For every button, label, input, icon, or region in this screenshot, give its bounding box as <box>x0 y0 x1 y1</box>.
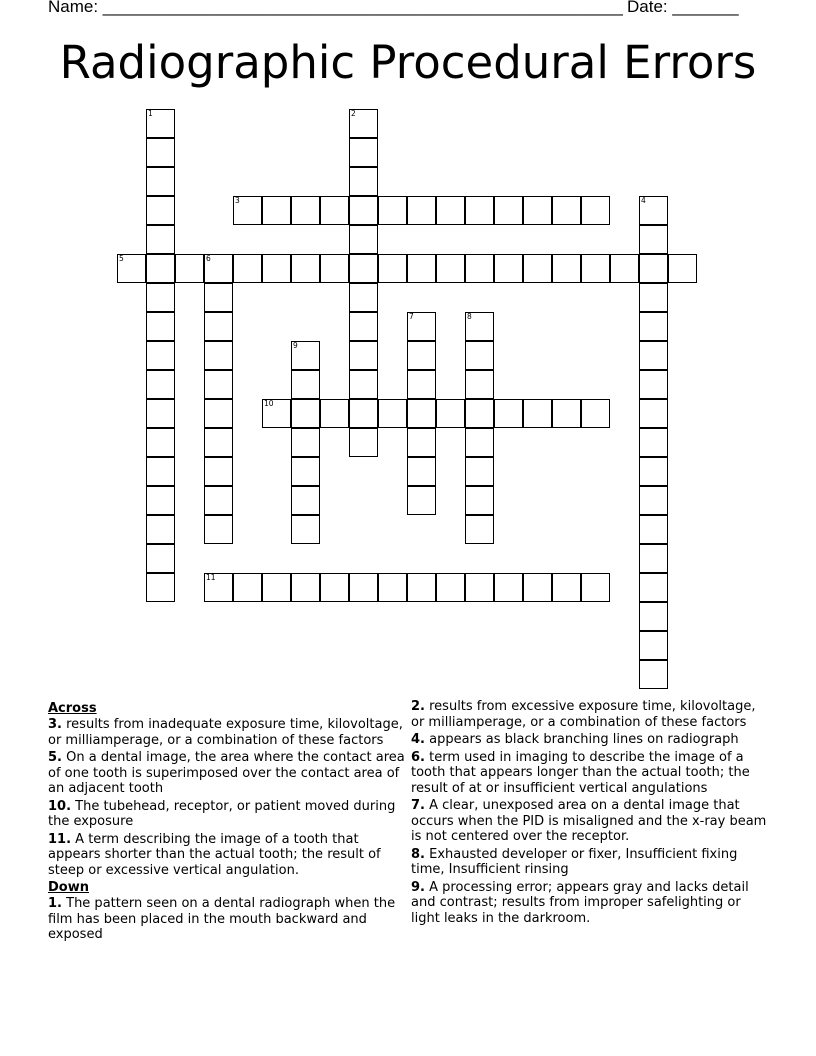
grid-cell[interactable] <box>639 399 668 428</box>
grid-cell[interactable] <box>262 399 291 428</box>
grid-cell[interactable] <box>581 399 610 428</box>
grid-cell[interactable] <box>349 399 378 428</box>
grid-cell[interactable] <box>378 254 407 283</box>
grid-cell[interactable] <box>639 486 668 515</box>
clue-down-9: 9. A processing error; appears gray and lacks detail and contrast; results from improper safelighting or light leaks in the darkroom. <box>411 879 749 926</box>
grid-cell[interactable] <box>465 428 494 457</box>
clue-down-7: 7. A clear, unexposed area on a dental image that occurs when the PID is misaligned and the x-ray beam is not centered over the receptor. <box>411 798 767 844</box>
grid-cell[interactable] <box>291 573 320 602</box>
grid-cell[interactable] <box>291 196 320 225</box>
grid-cell[interactable] <box>407 254 436 283</box>
grid-cell[interactable] <box>291 457 320 486</box>
page-title: Radiographic Procedural Errors <box>59 36 757 89</box>
grid-cell[interactable] <box>146 341 175 370</box>
grid-cell[interactable] <box>320 254 349 283</box>
grid-cell[interactable] <box>262 573 291 602</box>
grid-cell[interactable] <box>204 312 233 341</box>
clue-number: 8 <box>467 312 472 321</box>
grid-cell[interactable] <box>465 254 494 283</box>
grid-cell[interactable] <box>407 370 436 399</box>
grid-cell[interactable] <box>494 399 523 428</box>
grid-cell[interactable] <box>291 254 320 283</box>
grid-cell[interactable] <box>378 573 407 602</box>
grid-cell[interactable] <box>465 312 494 341</box>
clue-number: 2 <box>351 109 356 118</box>
grid-cell[interactable] <box>407 457 436 486</box>
grid-cell[interactable] <box>436 254 465 283</box>
grid-cell[interactable] <box>639 370 668 399</box>
grid-cell[interactable] <box>204 515 233 544</box>
clue-number: 6 <box>206 254 211 263</box>
grid-cell[interactable] <box>233 254 262 283</box>
grid-cell[interactable] <box>146 138 175 167</box>
grid-cell[interactable] <box>146 399 175 428</box>
grid-cell[interactable] <box>146 544 175 573</box>
clue-down-4: 4. appears as black branching lines on radiograph <box>411 732 739 747</box>
grid-cell[interactable] <box>146 573 175 602</box>
grid-cell[interactable] <box>291 399 320 428</box>
clues-column-right <box>411 699 771 928</box>
grid-cell[interactable] <box>320 196 349 225</box>
clue-across-5: 5. On a dental image, the area where the contact area of one tooth is superimposed over the contact area of an adjacent tooth <box>48 750 405 796</box>
clue-number: 9 <box>293 341 298 350</box>
clue-number: 4 <box>641 196 646 205</box>
grid-cell[interactable] <box>465 457 494 486</box>
grid-cell[interactable] <box>581 254 610 283</box>
grid-cell[interactable] <box>639 631 668 660</box>
grid-cell[interactable] <box>349 225 378 254</box>
grid-cell[interactable] <box>552 196 581 225</box>
grid-cell[interactable] <box>349 109 378 138</box>
grid-cell[interactable] <box>349 312 378 341</box>
grid-cell[interactable] <box>146 109 175 138</box>
grid-cell[interactable] <box>639 341 668 370</box>
grid-cell[interactable] <box>639 196 668 225</box>
grid-cell[interactable] <box>523 196 552 225</box>
grid-cell[interactable] <box>465 573 494 602</box>
grid-cell[interactable] <box>407 196 436 225</box>
grid-cell[interactable] <box>204 370 233 399</box>
grid-cell[interactable] <box>610 254 639 283</box>
grid-cell[interactable] <box>552 399 581 428</box>
down-heading: Down <box>48 880 89 895</box>
grid-cell[interactable] <box>291 370 320 399</box>
grid-cell[interactable] <box>407 312 436 341</box>
grid-cell[interactable] <box>639 254 668 283</box>
grid-cell[interactable] <box>436 196 465 225</box>
grid-cell[interactable] <box>349 254 378 283</box>
grid-cell[interactable] <box>262 196 291 225</box>
grid-cell[interactable] <box>146 370 175 399</box>
grid-cell[interactable] <box>639 457 668 486</box>
grid-cell[interactable] <box>581 196 610 225</box>
grid-cell[interactable] <box>639 573 668 602</box>
grid-cell[interactable] <box>494 196 523 225</box>
grid-cell[interactable] <box>175 254 204 283</box>
grid-cell[interactable] <box>204 283 233 312</box>
grid-cell[interactable] <box>639 660 668 689</box>
grid-cell[interactable] <box>465 486 494 515</box>
clue-down-1: 1. The pattern seen on a dental radiograph when the film has been placed in the mouth backward and exposed <box>48 896 396 942</box>
grid-cell[interactable] <box>146 312 175 341</box>
grid-cell[interactable] <box>291 341 320 370</box>
grid-cell[interactable] <box>349 196 378 225</box>
date-field: Date: _______ <box>627 0 739 16</box>
grid-cell[interactable] <box>349 167 378 196</box>
grid-cell[interactable] <box>465 196 494 225</box>
grid-cell[interactable] <box>639 515 668 544</box>
name-field: Name: _______________________________________________________ <box>48 0 623 16</box>
grid-cell[interactable] <box>291 486 320 515</box>
grid-cell[interactable] <box>146 196 175 225</box>
grid-cell[interactable] <box>204 341 233 370</box>
grid-cell[interactable] <box>146 515 175 544</box>
clue-across-3: 3. results from inadequate exposure time, kilovoltage, or milliamperage, or a combination of these factors <box>48 717 403 748</box>
grid-cell[interactable] <box>494 573 523 602</box>
clue-down-6: 6. term used in imaging to describe the image of a tooth that appears longer than the actual tooth; the result of at or insufficient vertical angulations <box>411 749 750 796</box>
clue-number: 10 <box>264 399 274 408</box>
clue-number: 11 <box>206 573 216 582</box>
grid-cell[interactable] <box>523 573 552 602</box>
grid-cell[interactable] <box>320 399 349 428</box>
grid-cell[interactable] <box>465 515 494 544</box>
grid-cell[interactable] <box>291 428 320 457</box>
grid-cell[interactable] <box>146 486 175 515</box>
grid-cell[interactable] <box>204 457 233 486</box>
grid-cell[interactable] <box>378 399 407 428</box>
grid-cell[interactable] <box>523 399 552 428</box>
grid-cell[interactable] <box>204 254 233 283</box>
grid-cell[interactable] <box>407 486 436 515</box>
grid-cell[interactable] <box>262 254 291 283</box>
grid-cell[interactable] <box>320 573 349 602</box>
grid-cell[interactable] <box>146 428 175 457</box>
grid-cell[interactable] <box>523 254 552 283</box>
grid-cell[interactable] <box>146 254 175 283</box>
grid-cell[interactable] <box>465 399 494 428</box>
grid-cell[interactable] <box>465 370 494 399</box>
grid-cell[interactable] <box>552 254 581 283</box>
grid-cell[interactable] <box>465 341 494 370</box>
clue-down-8: 8. Exhausted developer or fixer, Insufficient fixing time, Insufficient rinsing <box>411 846 738 877</box>
grid-cell[interactable] <box>349 370 378 399</box>
grid-cell[interactable] <box>639 283 668 312</box>
clue-down-2: 2. results from excessive exposure time, kilovoltage, or milliamperage, or a combination of these factors <box>411 699 756 730</box>
grid-cell[interactable] <box>291 515 320 544</box>
grid-cell[interactable] <box>146 457 175 486</box>
grid-cell[interactable] <box>436 573 465 602</box>
across-heading: Across <box>48 701 97 716</box>
grid-cell[interactable] <box>552 573 581 602</box>
clue-number: 1 <box>148 109 153 118</box>
grid-cell[interactable] <box>349 428 378 457</box>
grid-cell[interactable] <box>204 573 233 602</box>
grid-cell[interactable] <box>117 254 146 283</box>
grid-cell[interactable] <box>204 428 233 457</box>
grid-cell[interactable] <box>639 428 668 457</box>
grid-cell[interactable] <box>407 573 436 602</box>
grid-cell[interactable] <box>146 283 175 312</box>
clue-number: 3 <box>235 196 240 205</box>
grid-cell[interactable] <box>349 573 378 602</box>
grid-cell[interactable] <box>349 138 378 167</box>
grid-cell[interactable] <box>146 167 175 196</box>
grid-cell[interactable] <box>639 602 668 631</box>
clues-column-left <box>48 699 406 945</box>
grid-cell[interactable] <box>639 225 668 254</box>
grid-cell[interactable] <box>233 573 262 602</box>
grid-cell[interactable] <box>378 196 407 225</box>
grid-cell[interactable] <box>204 486 233 515</box>
grid-cell[interactable] <box>581 573 610 602</box>
grid-cell[interactable] <box>204 399 233 428</box>
grid-cell[interactable] <box>436 399 465 428</box>
clue-number: 7 <box>409 312 414 321</box>
clue-across-11: 11. A term describing the image of a tooth that appears shorter than the actual tooth; the result of steep or excessive vertical angulation. <box>48 831 381 878</box>
grid-cell[interactable] <box>146 225 175 254</box>
grid-cell[interactable] <box>349 283 378 312</box>
grid-cell[interactable] <box>407 428 436 457</box>
grid-cell[interactable] <box>233 196 262 225</box>
grid-cell[interactable] <box>407 399 436 428</box>
grid-cell[interactable] <box>668 254 697 283</box>
clue-across-10: 10. The tubehead, receptor, or patient moved during the exposure <box>48 798 396 829</box>
grid-cell[interactable] <box>639 544 668 573</box>
grid-cell[interactable] <box>407 341 436 370</box>
grid-cell[interactable] <box>349 341 378 370</box>
clue-number: 5 <box>119 254 124 263</box>
grid-cell[interactable] <box>494 254 523 283</box>
grid-cell[interactable] <box>639 312 668 341</box>
